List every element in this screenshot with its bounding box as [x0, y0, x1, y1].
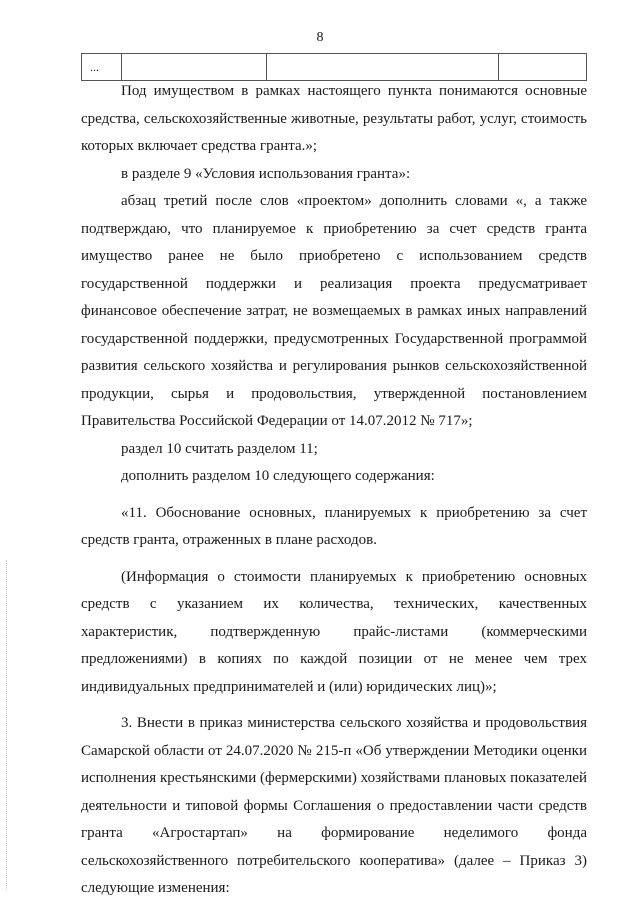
table-cell-ellipsis: ... — [82, 54, 122, 81]
paragraph-amend-order-3: 3. Внести в приказ министерства сельского хозяйства и продовольствия Самарской области от 24.07.2020 № 215-п «Об утверждении Методики оценки исполнения крестьянскими (фермерскими) хозяйствами плановых показателей деятельности и типовой формы Соглашения о предоставлении части средств гранта «Агростартап» на формирование неделимого фонда сельскохозяйственного потребительского кооператива» (далее – Приказ 3) следующие изменения: — [81, 715, 587, 896]
document-body — [81, 78, 587, 903]
paragraph-property-definition: Под имуществом в рамках настоящего пункта понимаются основные средства, сельскохозяйственные животные, результаты работ, услуг, стоимость которых включает средства гранта.»; — [81, 83, 587, 154]
paragraph-section-9-intro: в разделе 9 «Условия использования гранта»: — [121, 165, 411, 182]
paragraph-add-section-10: дополнить разделом 10 следующего содержания: — [121, 468, 435, 484]
paragraph-section-9-amendment: абзац третий после слов «проектом» дополнить словами «, а также подтверждаю, что планируемое к приобретению за счет средств гранта имущество ранее не было приобретено с использованием средств государственной поддержки и реализация проекта предусматривает финансовое обеспечение затрат, не возмещаемых в рамках иных направлений государственной поддержки, предусмотренных Государственной программой развития сельского хозяйства и регулирования рынков сельскохозяйственной продукции, сырья и продовольствия, утвержденной постановлением Правительства Российской Федерации от 14.07.2012 № 717»; — [81, 193, 587, 429]
paragraph-cost-information: (Информация о стоимости планируемых к приобретению основных средств с указанием их количества, технических, качественных характеристик, подтвержденную прайс-листами (коммерческими предложениями) в копиях по каждой позиции от не менее чем трех индивидуальных предпринимателей и (или) юридических лиц)»; — [81, 568, 587, 695]
table-cell — [122, 54, 267, 81]
paragraph-section-11-title: «11. Обоснование основных, планируемых к приобретению за счет средств гранта, отраженных в плане расходов. — [81, 504, 587, 548]
paragraph-renumber-section: раздел 10 считать разделом 11; — [121, 440, 318, 457]
table-cell — [267, 54, 499, 81]
page-number: 8 — [316, 30, 324, 45]
scan-edge-marks — [6, 560, 8, 890]
table-cell — [499, 54, 587, 81]
table-fragment — [81, 53, 587, 81]
